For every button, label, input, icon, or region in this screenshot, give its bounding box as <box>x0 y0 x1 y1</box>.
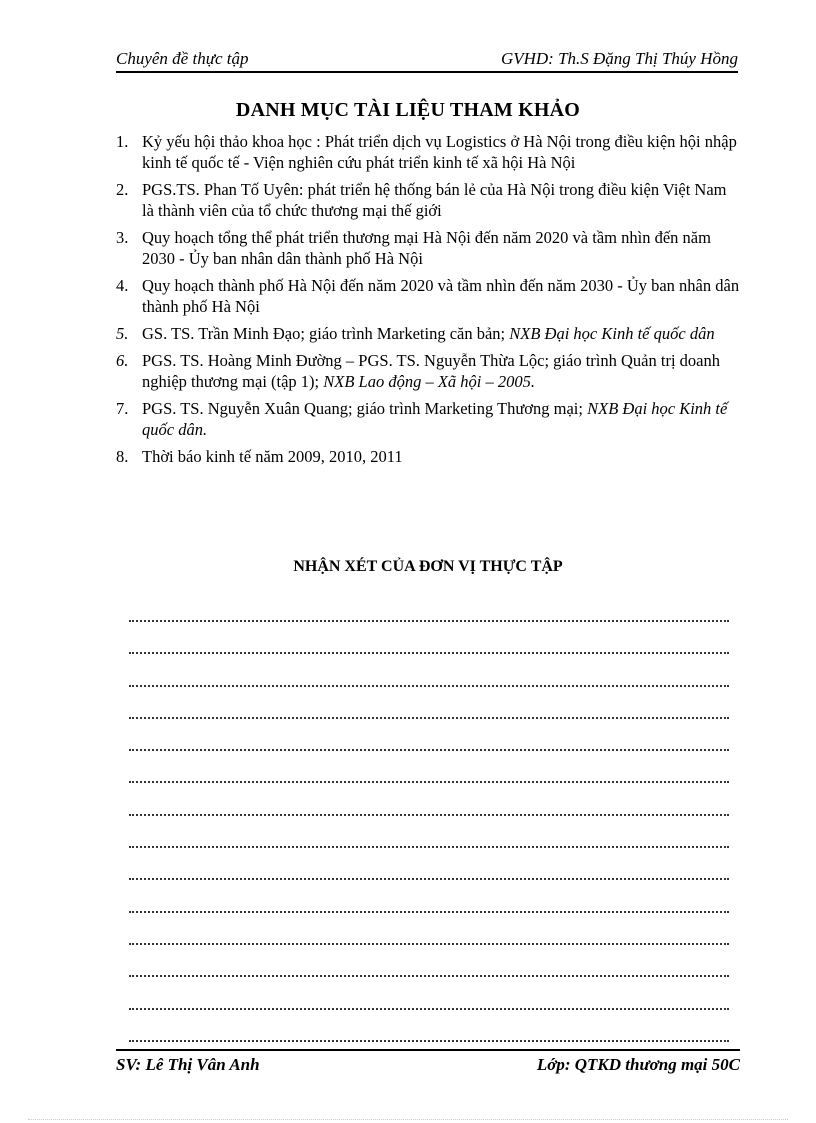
reference-number: 1. <box>116 132 129 151</box>
dotted-line <box>129 926 729 945</box>
reference-text: Quy hoạch thành phố Hà Nội đến năm 2020 và tầm nhìn đến năm 2030 - Ủy ban nhân dân thành phố Hà Nội <box>142 276 740 316</box>
reference-publisher: NXB Đại học Kinh tế quốc dân. <box>142 399 728 439</box>
reference-publisher: NXB Lao động – Xã hội – 2005. <box>323 372 536 391</box>
reference-text: GS. TS. Trần Minh Đạo; giáo trình Marketing căn bản; <box>142 324 510 343</box>
footer-rule <box>116 1049 740 1051</box>
reference-text: Thời báo kinh tế năm 2009, 2010, 2011 <box>142 447 403 466</box>
dotted-line <box>129 861 729 880</box>
reference-number: 5. <box>116 324 129 343</box>
dotted-line <box>129 829 729 848</box>
reference-item <box>116 398 742 440</box>
dotted-line <box>129 991 729 1010</box>
reference-text: Quy hoạch tổng thể phát triển thương mại Hà Nội đến năm 2020 và tầm nhìn đến năm 2030 - Ủy ban nhân dân thành phố Hà Nội <box>142 228 711 268</box>
dotted-line <box>129 894 729 913</box>
reference-publisher: NXB Đại học Kinh tế quốc dân <box>509 324 715 343</box>
reference-item <box>116 179 742 221</box>
dotted-line <box>129 732 729 751</box>
header-right-text: GVHD: Th.S Đặng Thị Thúy Hồng <box>500 49 738 68</box>
reference-item <box>116 350 742 392</box>
reference-item <box>116 275 742 317</box>
dotted-line <box>129 797 729 816</box>
dotted-line <box>129 603 729 622</box>
reference-number: 8. <box>116 447 129 466</box>
dotted-line <box>129 958 729 977</box>
dotted-line <box>129 700 729 719</box>
reference-number: 3. <box>116 228 129 247</box>
reference-number: 2. <box>116 180 129 199</box>
header-left-text: Chuyên đề thực tập <box>116 49 249 68</box>
reference-item <box>116 227 742 269</box>
page-footer <box>116 1055 740 1079</box>
reference-number: 7. <box>116 399 129 418</box>
references-title: DANH MỤC TÀI LIỆU THAM KHẢO <box>235 99 581 121</box>
reference-number: 4. <box>116 276 129 295</box>
dotted-line <box>129 668 729 687</box>
evaluation-dotted-lines <box>129 603 729 1055</box>
page-bottom-border <box>28 1119 788 1120</box>
student-name: SV: Lê Thị Vân Anh <box>116 1055 260 1074</box>
reference-list <box>116 131 742 473</box>
evaluation-title: NHẬN XÉT CỦA ĐƠN VỊ THỰC TẬP <box>293 558 563 575</box>
reference-item <box>116 131 742 173</box>
dotted-line <box>129 1023 729 1042</box>
dotted-line <box>129 635 729 654</box>
class-name: Lớp: QTKD thương mại 50C <box>536 1055 740 1074</box>
dotted-line <box>129 764 729 783</box>
reference-item <box>116 446 742 467</box>
reference-text: PGS. TS. Nguyễn Xuân Quang; giáo trình Marketing Thương mại; <box>142 399 588 418</box>
reference-text: PGS.TS. Phan Tố Uyên: phát triển hệ thống bán lẻ của Hà Nội trong điều kiện Việt Nam là thành viên của tổ chức thương mại thế giới <box>142 180 727 220</box>
reference-text: Kỷ yếu hội thảo khoa học : Phát triển dịch vụ Logistics ở Hà Nội trong điều kiện hội nhập kinh tế quốc tế - Viện nghiên cứu phát triển kinh tế xã hội Hà Nội <box>142 132 737 172</box>
reference-text: PGS. TS. Hoàng Minh Đường – PGS. TS. Nguyễn Thừa Lộc; giáo trình Quản trị doanh nghiệp thương mại (tập 1); <box>142 351 720 391</box>
page-header <box>116 47 738 73</box>
reference-number: 6. <box>116 351 129 370</box>
reference-item <box>116 323 742 344</box>
